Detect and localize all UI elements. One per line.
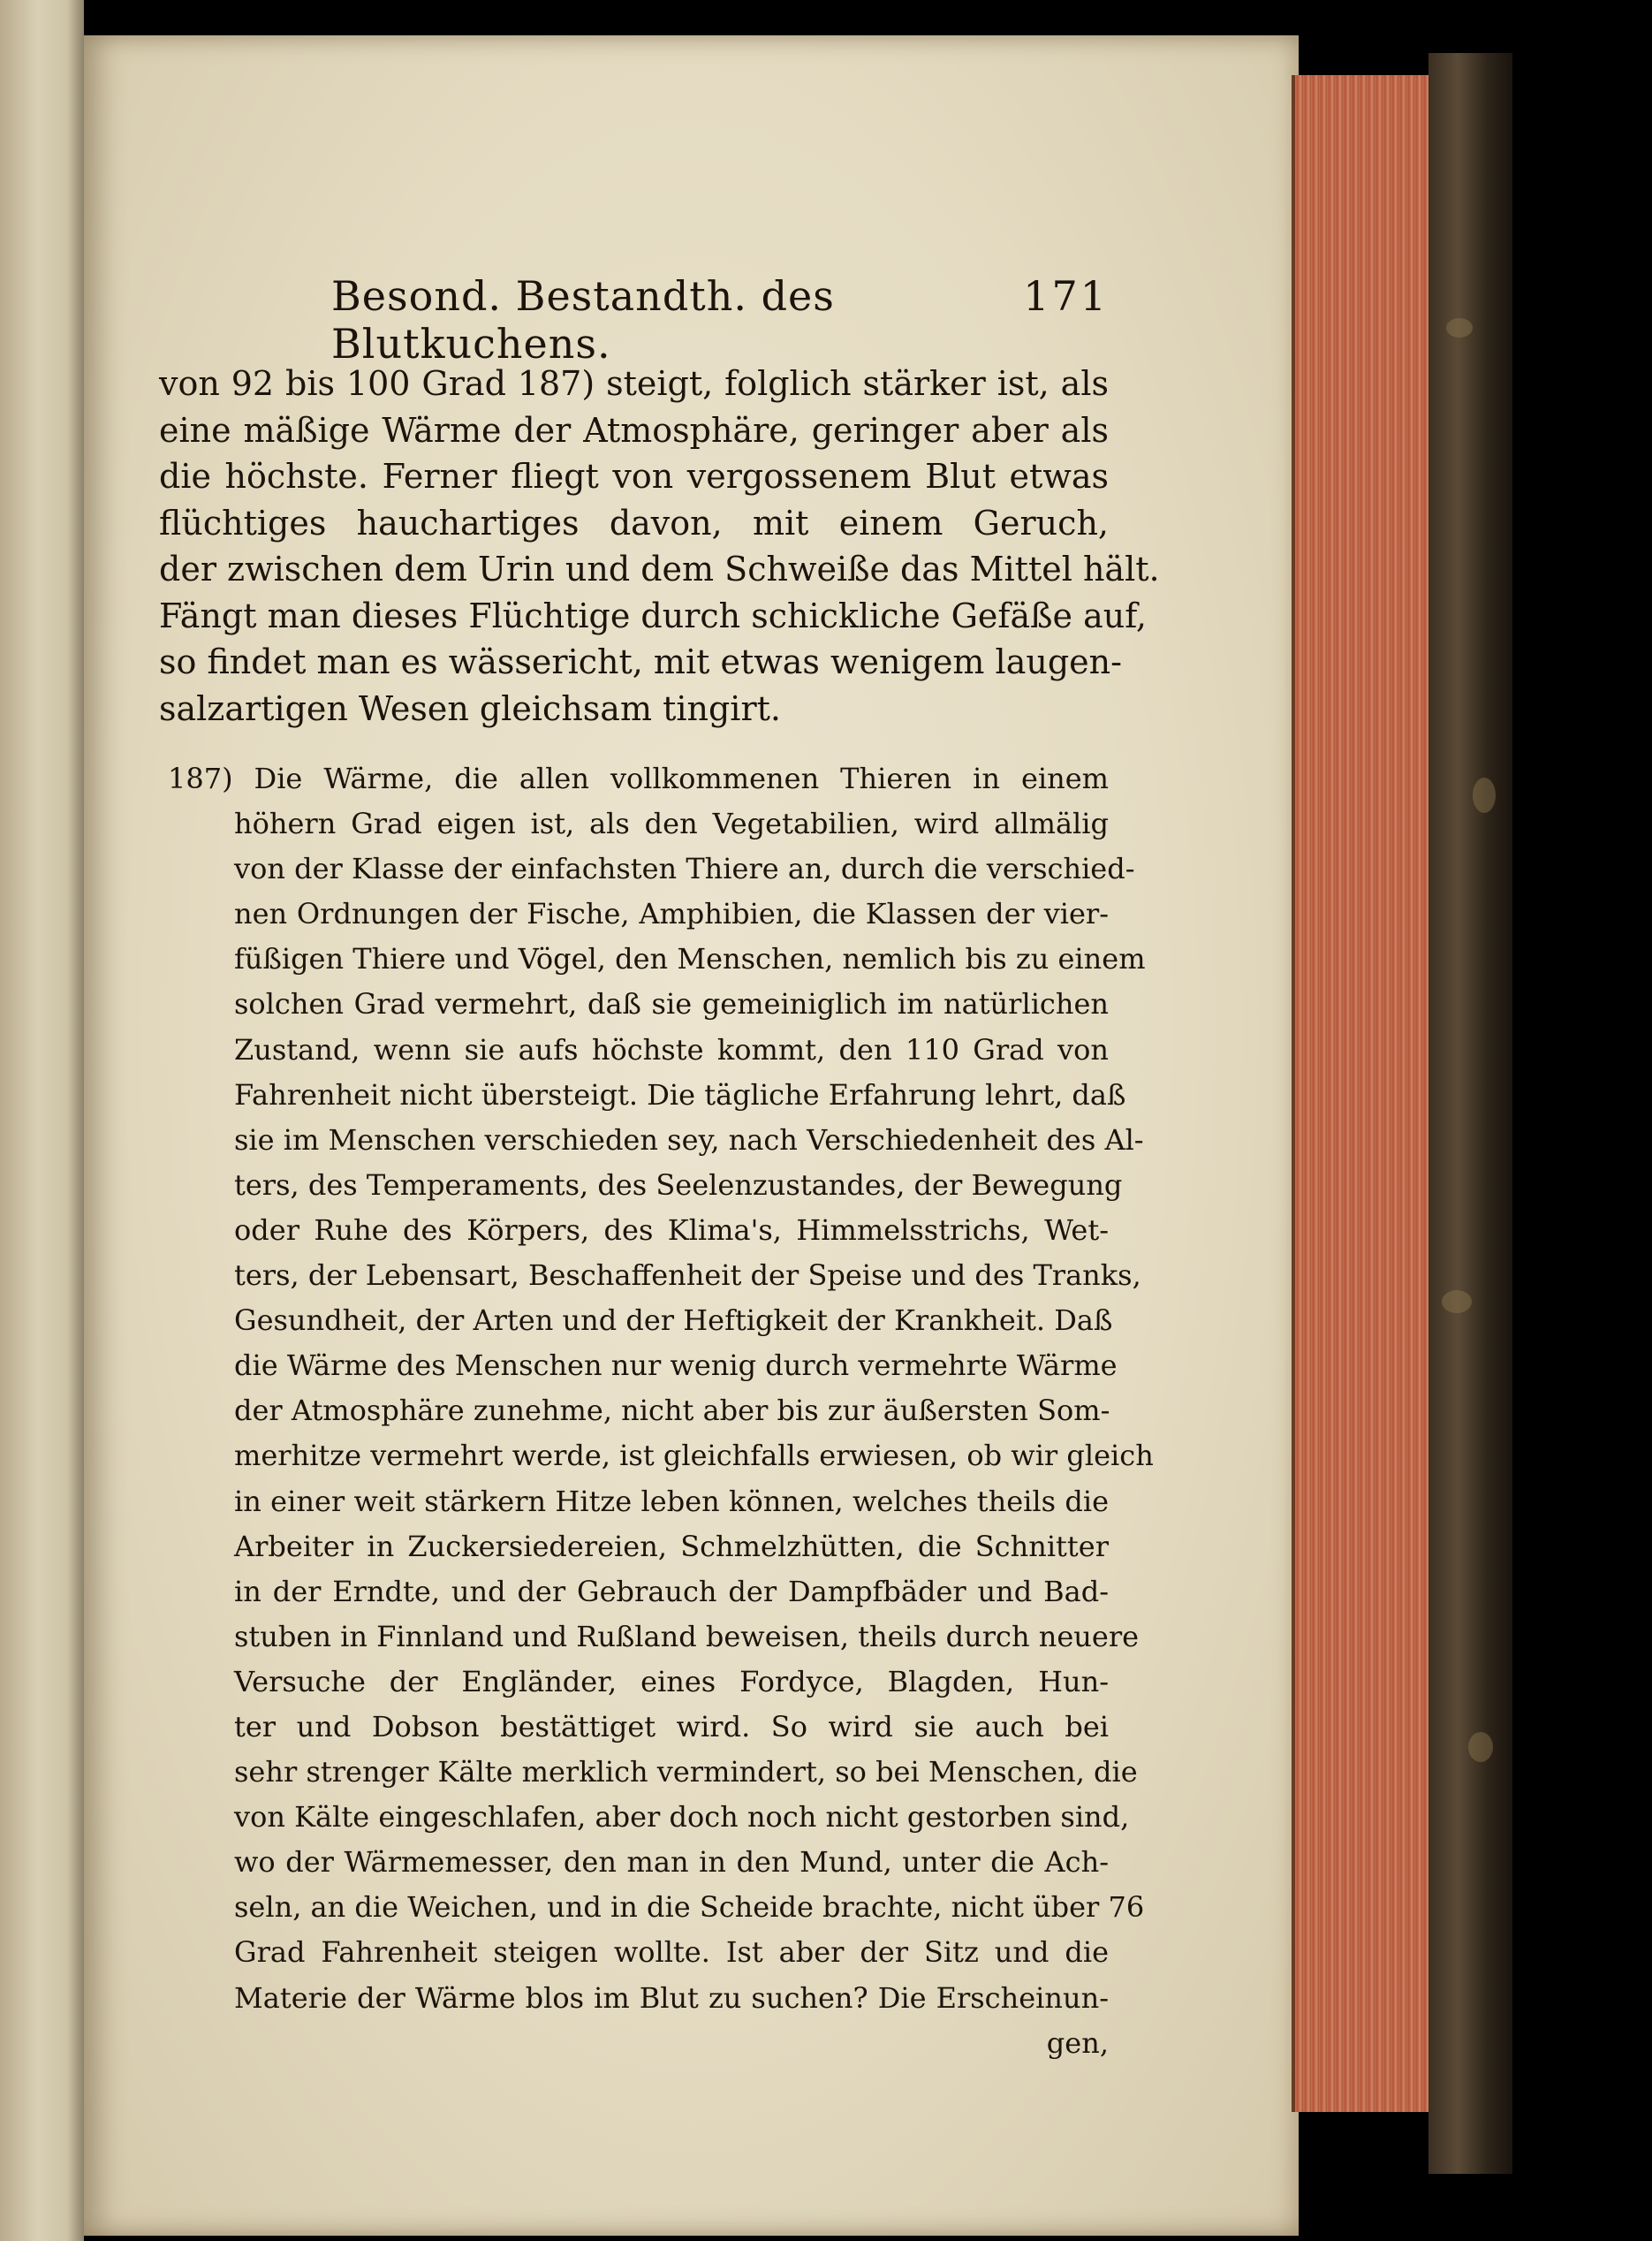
footnote-line: von Kälte eingeschlafen, aber doch noch nicht gestorben sind, <box>234 1800 1130 1835</box>
footnote-line: von der Klasse der einfachsten Thiere an, durch die verschied- <box>234 852 1135 886</box>
footnote-line: in einer weit stärkern Hitze leben können, welches theils die <box>234 1484 1109 1518</box>
book-cover-edge <box>1428 53 1512 2174</box>
page-text <box>159 272 1160 2066</box>
footnote-line: Gesundheit, der Arten und der Heftigkeit der Krankheit. Daß <box>234 1303 1113 1338</box>
text-line: salzartigen Wesen gleichsam tingirt. <box>159 688 781 728</box>
footnote-line: merhitze vermehrt werde, ist gleichfalls erwiesen, ob wir gleich <box>234 1439 1154 1473</box>
footnote-line: Versuche der Engländer, eines Fordyce, Blagden, Hun- <box>234 1664 1109 1698</box>
text-line: der zwischen dem Urin und dem Schweiße das Mittel hält. <box>159 550 1160 589</box>
text-line: flüchtiges hauchartiges davon, mit einem Geruch, <box>159 503 1109 543</box>
footnote-line: füßigen Thiere und Vögel, den Menschen, nemlich bis zu einem <box>234 942 1146 976</box>
page-block-edges <box>1292 75 1432 2112</box>
footnote-line: 187) Die Wärme, die allen vollkommenen Thieren in einem <box>168 762 1109 795</box>
text-line: Fängt man dieses Flüchtige durch schickliche Gefäße auf, <box>159 596 1148 635</box>
facing-page-edge <box>0 0 84 2241</box>
footnote-line: stuben in Finnland und Rußland beweisen, theils durch neuere <box>234 1619 1140 1653</box>
footnote-line: Materie der Wärme blos im Blut zu suchen? Die Erscheinun- <box>234 1980 1109 2015</box>
text-line: eine mäßige Wärme der Atmosphäre, geringer aber als <box>159 410 1109 450</box>
text-line: die höchste. Ferner fliegt von vergossenem Blut etwas <box>159 457 1109 496</box>
footnote-line: ters, des Temperaments, des Seelenzustandes, der Bewegung <box>234 1167 1123 1202</box>
main-paragraph <box>159 361 1160 732</box>
footnote-line: nen Ordnungen der Fische, Amphibien, die Klassen der vier- <box>234 897 1109 931</box>
footnote-line: ters, der Lebensart, Beschaffenheit der Speise und des Tranks, <box>234 1258 1141 1293</box>
footnote-line: Arbeiter in Zuckersiedereien, Schmelzhütten, die Schnitter <box>234 1529 1109 1563</box>
footnote-catchword: gen, <box>1046 2025 1109 2060</box>
footnote-line: Zustand, wenn sie aufs höchste kommt, den 110 Grad von <box>234 1032 1109 1067</box>
footnote-line: Grad Fahrenheit steigen wollte. Ist aber der Sitz und die <box>234 1935 1109 1970</box>
footnote-line: solchen Grad vermehrt, daß sie gemeiniglich im natürlichen <box>234 987 1109 1022</box>
page-number: 171 <box>1023 272 1109 320</box>
footnote-line: in der Erndte, und der Gebrauch der Dampfbäder und Bad- <box>234 1574 1109 1608</box>
footnote-line: oder Ruhe des Körpers, des Klima's, Himmelsstrichs, Wet- <box>234 1212 1109 1247</box>
footnote-line: seln, an die Weichen, und in die Scheide brachte, nicht über 76 <box>234 1890 1145 1925</box>
footnote-line: wo der Wärmemesser, den man in den Mund, unter die Ach- <box>234 1845 1109 1880</box>
footnote-line: ter und Dobson bestättiget wird. So wird sie auch bei <box>234 1709 1109 1743</box>
running-head <box>159 272 1109 368</box>
footnote-line: der Atmosphäre zunehme, nicht aber bis zur äußersten Som- <box>234 1394 1110 1428</box>
footnote-187 <box>159 756 1154 2066</box>
text-line: von 92 bis 100 Grad 187) steigt, folglich stärker ist, als <box>159 364 1109 403</box>
footnote-line: höhern Grad eigen ist, als den Vegetabilien, wird allmälig <box>234 807 1109 841</box>
text-line: so findet man es wässericht, mit etwas wenigem laugen- <box>159 642 1122 681</box>
footnote-line: sie im Menschen verschieden sey, nach Verschiedenheit des Al- <box>234 1122 1144 1157</box>
running-title: Besond. Bestandth. des Blutkuchens. <box>331 272 835 368</box>
footnote-line: Fahrenheit nicht übersteigt. Die tägliche Erfahrung lehrt, daß <box>234 1077 1126 1112</box>
footnote-line: die Wärme des Menschen nur wenig durch vermehrte Wärme <box>234 1348 1118 1383</box>
footnote-line: sehr strenger Kälte merklich vermindert, so bei Menschen, die <box>234 1755 1138 1789</box>
